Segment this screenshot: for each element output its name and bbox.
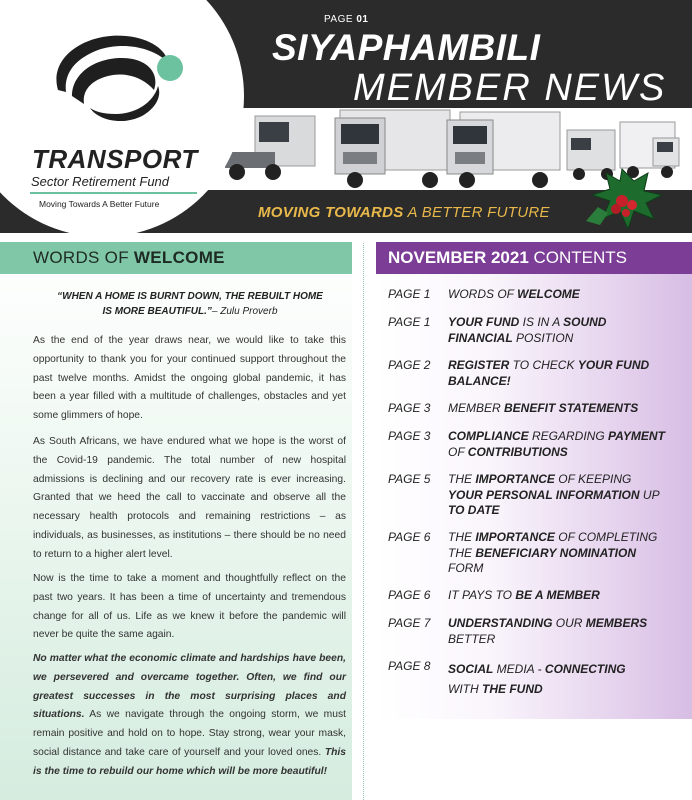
toc-text: WORDS OF — [448, 287, 518, 301]
toc-item-10[interactable] — [448, 659, 668, 699]
truck-2-icon — [335, 110, 450, 188]
toc-bold: BENEFICIARY NOMINATION — [475, 545, 637, 560]
toc-page-2: PAGE 1 — [388, 315, 431, 329]
toc-page-3: PAGE 2 — [388, 358, 431, 372]
column-divider — [363, 243, 364, 800]
toc-item-9[interactable] — [448, 616, 668, 647]
toc-item-4[interactable] — [448, 401, 668, 417]
logo-name: TRANSPORT — [32, 144, 198, 174]
tagline — [258, 204, 550, 221]
truck-3-icon — [447, 112, 560, 188]
toc-text: FORM — [448, 561, 484, 575]
contents-heading-bold: NOVEMBER 2021 — [388, 248, 529, 267]
toc-item-6[interactable] — [448, 472, 668, 519]
toc-item-3[interactable] — [448, 358, 668, 389]
welcome-paragraph-3: Now is the time to take a moment and thoughtfully reflect on the past two years. It has been a time of uncertainty and tremendous change for all of us. Life as we knew it before the pandemic will never be quite the same again. — [33, 573, 346, 641]
toc-bold: CONTRIBUTIONS — [467, 444, 568, 459]
welcome-heading-plain: WORDS OF — [33, 248, 134, 267]
toc-text: MEMBER — [448, 401, 505, 415]
toc-bold: SOCIAL — [448, 662, 494, 676]
toc-page-7: PAGE 6 — [388, 530, 431, 544]
toc-bold: BE A MEMBER — [515, 588, 600, 602]
newsletter-title: SIYAPHAMBILI — [272, 27, 541, 68]
toc-text: MEDIA - — [493, 662, 545, 676]
toc-bold: PAYMENT — [608, 429, 665, 443]
toc-bold: UNDERSTANDING — [448, 616, 553, 630]
welcome-heading-bold: WELCOME — [133, 248, 225, 267]
contents-heading-bar — [376, 242, 692, 274]
page-number: 01 — [356, 14, 369, 25]
logo-slogan: Moving Towards A Better Future — [39, 199, 160, 209]
toc-bold: IMPORTANCE — [475, 530, 555, 544]
welcome-paragraph-4 — [33, 650, 346, 782]
toc-text: OF — [448, 444, 468, 459]
toc-bold: IMPORTANCE — [475, 472, 555, 486]
page-label — [324, 14, 368, 25]
toc-bold: MEMBERS — [585, 616, 648, 630]
toc-bold: CONNECTING — [544, 662, 626, 676]
masthead — [0, 0, 692, 233]
toc-bold: REGISTER — [448, 358, 510, 372]
tagline-rest: A BETTER FUTURE — [403, 204, 550, 221]
toc-text: OF COMPLETING THE — [448, 530, 658, 560]
toc-text: IT PAYS TO — [448, 588, 516, 602]
toc-text: WITH — [448, 682, 482, 696]
toc-bold: YOUR FUND BALANCE! — [448, 358, 650, 388]
toc-item-7[interactable] — [448, 530, 668, 577]
toc-page-6: PAGE 5 — [388, 472, 431, 486]
toc-bold: WELCOME — [517, 287, 580, 301]
toc-bold: THE FUND — [482, 682, 543, 696]
contents-heading — [388, 248, 627, 268]
logo-divider — [30, 192, 197, 194]
newsletter-subtitle: MEMBER NEWS — [353, 67, 667, 109]
quote-line-1: “WHEN A HOME IS BURNT DOWN, THE REBUILT HOME — [57, 291, 323, 302]
welcome-quote — [40, 289, 340, 319]
toc-page-1: PAGE 1 — [388, 287, 431, 301]
toc-item-8[interactable] — [448, 588, 668, 604]
toc-bold: TO DATE — [448, 503, 500, 517]
paragraph-4-rest: As we navigate through the ongoing storm, we must remain positive and hold on to hope. Stay strong, wear your mask, social distance and take care of yourself and your loved ones. — [33, 709, 346, 758]
toc-text: BETTER — [448, 631, 496, 646]
quote-line-2: IS MORE BEAUTIFUL.” — [102, 306, 212, 317]
toc-bold: BENEFIT STATEMENTS — [504, 401, 639, 415]
toc-text: IS IN A — [519, 315, 564, 329]
logo-subname: Sector Retirement Fund — [31, 174, 170, 189]
toc-text: THE — [448, 472, 476, 486]
toc-item-1[interactable] — [448, 287, 668, 303]
welcome-paragraph-1: As the end of the year draws near, we would like to take this opportunity to thank you for your continued support throughout the past twelve months. Amidst the ongoing global pandemic, it has been a year filled with a multitude of challenges, obstacles and yet some glimmers of hope. — [33, 335, 346, 422]
tsrf-logo-icon — [38, 28, 188, 140]
toc-item-5[interactable] — [448, 429, 668, 460]
toc-text: OUR — [552, 616, 586, 630]
toc-page-4: PAGE 3 — [388, 401, 431, 415]
toc-page-5: PAGE 3 — [388, 429, 431, 443]
welcome-heading-bar — [0, 242, 352, 274]
toc-page-10: PAGE 8 — [388, 659, 431, 673]
toc-bold: COMPLIANCE — [448, 429, 529, 443]
toc-text: THE — [448, 530, 476, 544]
holly-icon — [578, 163, 668, 233]
toc-text: REGARDING — [528, 429, 609, 443]
paragraph-4-bold: No matter what the economic climate and hardships have been, we persevered and overcame together. Often, we find our greatest successes in the most surprising places and situations. — [33, 653, 346, 721]
toc-item-2[interactable] — [448, 315, 668, 346]
welcome-heading — [33, 248, 225, 268]
contents-heading-plain: CONTENTS — [528, 248, 628, 267]
toc-text: UP — [639, 487, 660, 502]
toc-bold: YOUR FUND — [448, 315, 520, 329]
toc-text: POSITION — [512, 330, 574, 345]
toc-bold: SOUND FINANCIAL — [448, 315, 607, 345]
toc-text: TO CHECK — [509, 358, 578, 372]
quote-source: – Zulu Proverb — [211, 306, 278, 317]
toc-text: OF KEEPING — [554, 472, 632, 486]
welcome-paragraph-2: As South Africans, we have endured what we hope is the worst of the Covid-19 pandemic. The total number of new hospital admissions is declining and our recovery rate is ever increasing. Granted that we heed the call to vaccinate and observe all the necessary health protocols and remaining restrictions – as individuals, as businesses, as institutions – there should be no need to return to a higher alert level. — [33, 436, 346, 560]
page-prefix: PAGE — [324, 14, 354, 25]
toc-page-8: PAGE 6 — [388, 588, 431, 602]
toc-bold: YOUR PERSONAL INFORMATION — [448, 487, 640, 502]
tagline-bold: MOVING TOWARDS — [258, 204, 404, 221]
paragraph-4-end: This is the time to rebuild our home which will be more beautiful! — [33, 746, 346, 777]
toc-page-9: PAGE 7 — [388, 616, 431, 630]
